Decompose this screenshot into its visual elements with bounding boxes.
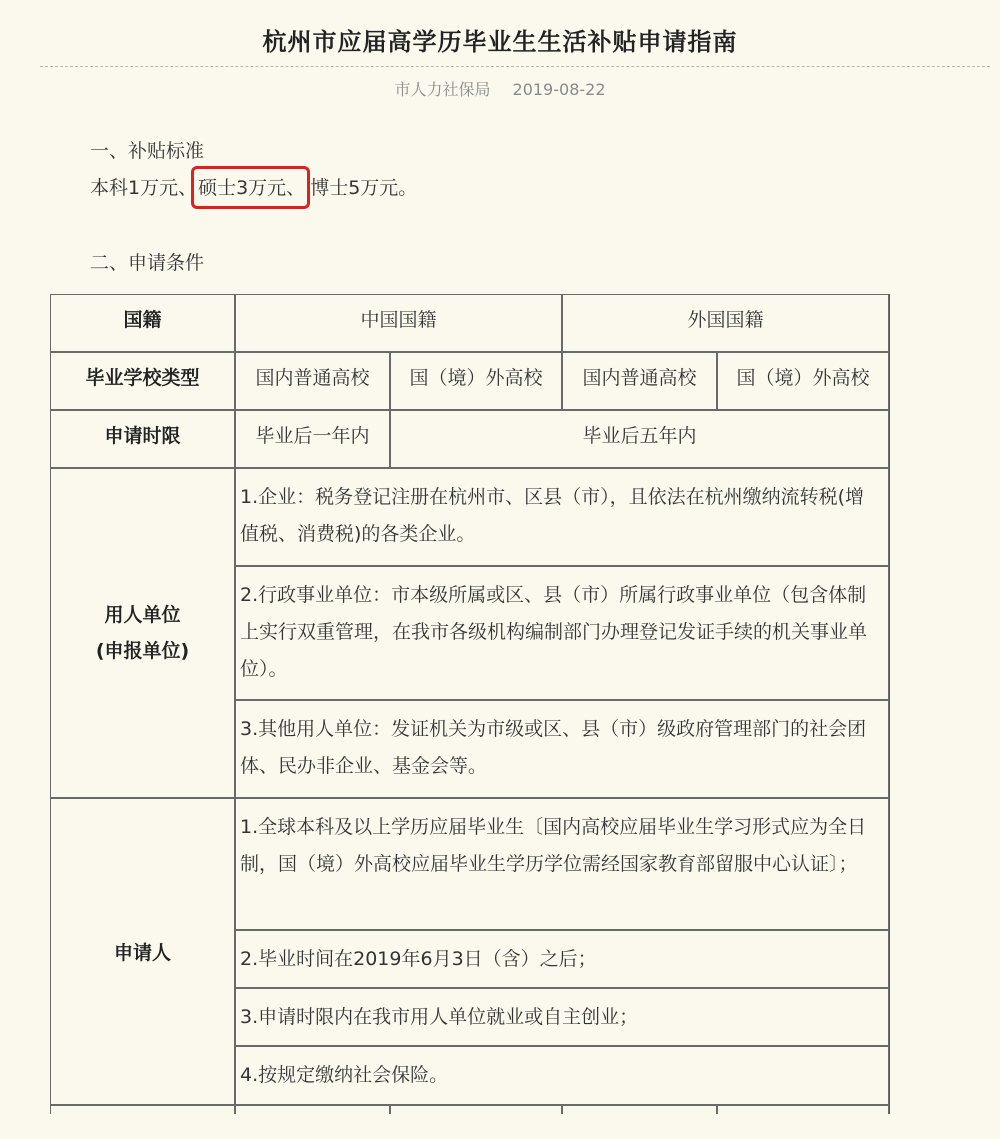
applicant-item-social-insurance: 4.按规定缴纳社会保险。	[235, 1046, 889, 1105]
employer-item-enterprise: 1.企业：税务登记注册在杭州市、区县（市），且依法在杭州缴纳流转税(增值税、消费税)的各类企业。	[235, 468, 889, 566]
applicant-item-employment: 3.申请时限内在我市用人单位就业或自主创业；	[235, 988, 889, 1046]
school-domestic-cn-cell	[235, 352, 390, 410]
time-limit-one-year-cell	[235, 410, 390, 468]
employer-label-line1: 用人单位	[104, 604, 181, 626]
next-row-partial-cell	[717, 1105, 889, 1114]
school-overseas-cn: 国（境）外高校	[409, 367, 543, 389]
title-divider	[40, 66, 990, 67]
school-domestic-foreign: 国内普通高校	[582, 367, 697, 389]
time-limit-label: 申请时限	[104, 425, 181, 447]
next-row-partial-cell	[390, 1105, 562, 1114]
chinese-nationality-cell	[235, 294, 562, 352]
school-type-label-cell	[50, 352, 235, 410]
subsidy-bachelor: 本科1万元、	[90, 177, 198, 199]
subsidy-doctor: 博士5万元。	[310, 177, 418, 199]
article-date: 2019-08-22	[512, 80, 606, 99]
time-limit-five-years-cell	[390, 410, 889, 468]
section-2-heading: 二、申请条件	[90, 252, 205, 274]
time-limit-label-cell	[50, 410, 235, 468]
school-overseas-cn-cell	[390, 352, 562, 410]
next-row-partial-cell	[235, 1105, 390, 1114]
foreign-nationality-cell	[562, 294, 889, 352]
article-source: 市人力社保局	[394, 80, 491, 99]
employer-item-public-institution: 2.行政事业单位：市本级所属或区、县（市）所属行政事业单位（包含体制上实行双重管理，在我市各级机构编制部门办理登记发证手续的机关事业单位）。	[235, 566, 889, 700]
page-title: 杭州市应届高学历毕业生生活补贴申请指南	[262, 28, 738, 56]
nationality-label: 国籍	[123, 309, 162, 331]
time-limit-five-years: 毕业后五年内	[582, 425, 697, 447]
foreign-nationality: 外国国籍	[687, 309, 764, 331]
school-overseas-foreign-cell	[717, 352, 889, 410]
subsidy-standard-line	[90, 173, 417, 200]
time-limit-one-year: 毕业后一年内	[255, 425, 370, 447]
applicant-item-education: 1.全球本科及以上学历应届毕业生〔国内高校应届毕业生学习形式应为全日制，国（境）外高校应届毕业生学历学位需经国家教育部留服中心认证〕；	[235, 798, 889, 930]
nationality-label-cell	[50, 294, 235, 352]
employer-label-line2: (申报单位)	[95, 640, 190, 662]
applicant-label-cell	[50, 798, 235, 1105]
school-overseas-foreign: 国（境）外高校	[736, 367, 870, 389]
applicant-label: 申请人	[113, 942, 171, 964]
employer-label	[96, 597, 189, 669]
section-1-heading: 一、补贴标准	[90, 140, 205, 162]
school-type-label: 毕业学校类型	[85, 367, 200, 389]
employer-label-cell	[50, 468, 235, 798]
subsidy-master-highlight: 硕士3万元、	[191, 166, 310, 209]
school-domestic-cn: 国内普通高校	[255, 367, 370, 389]
employer-item-other: 3.其他用人单位：发证机关为市级或区、县（市）级政府管理部门的社会团体、民办非企业、基金会等。	[235, 700, 889, 798]
article-meta	[0, 77, 1000, 100]
applicant-item-graduation-date: 2.毕业时间在2019年6月3日（含）之后；	[235, 930, 889, 988]
school-domestic-foreign-cell	[562, 352, 717, 410]
next-row-partial-cell	[50, 1105, 235, 1114]
next-row-partial-cell	[562, 1105, 717, 1114]
chinese-nationality: 中国国籍	[360, 309, 437, 331]
